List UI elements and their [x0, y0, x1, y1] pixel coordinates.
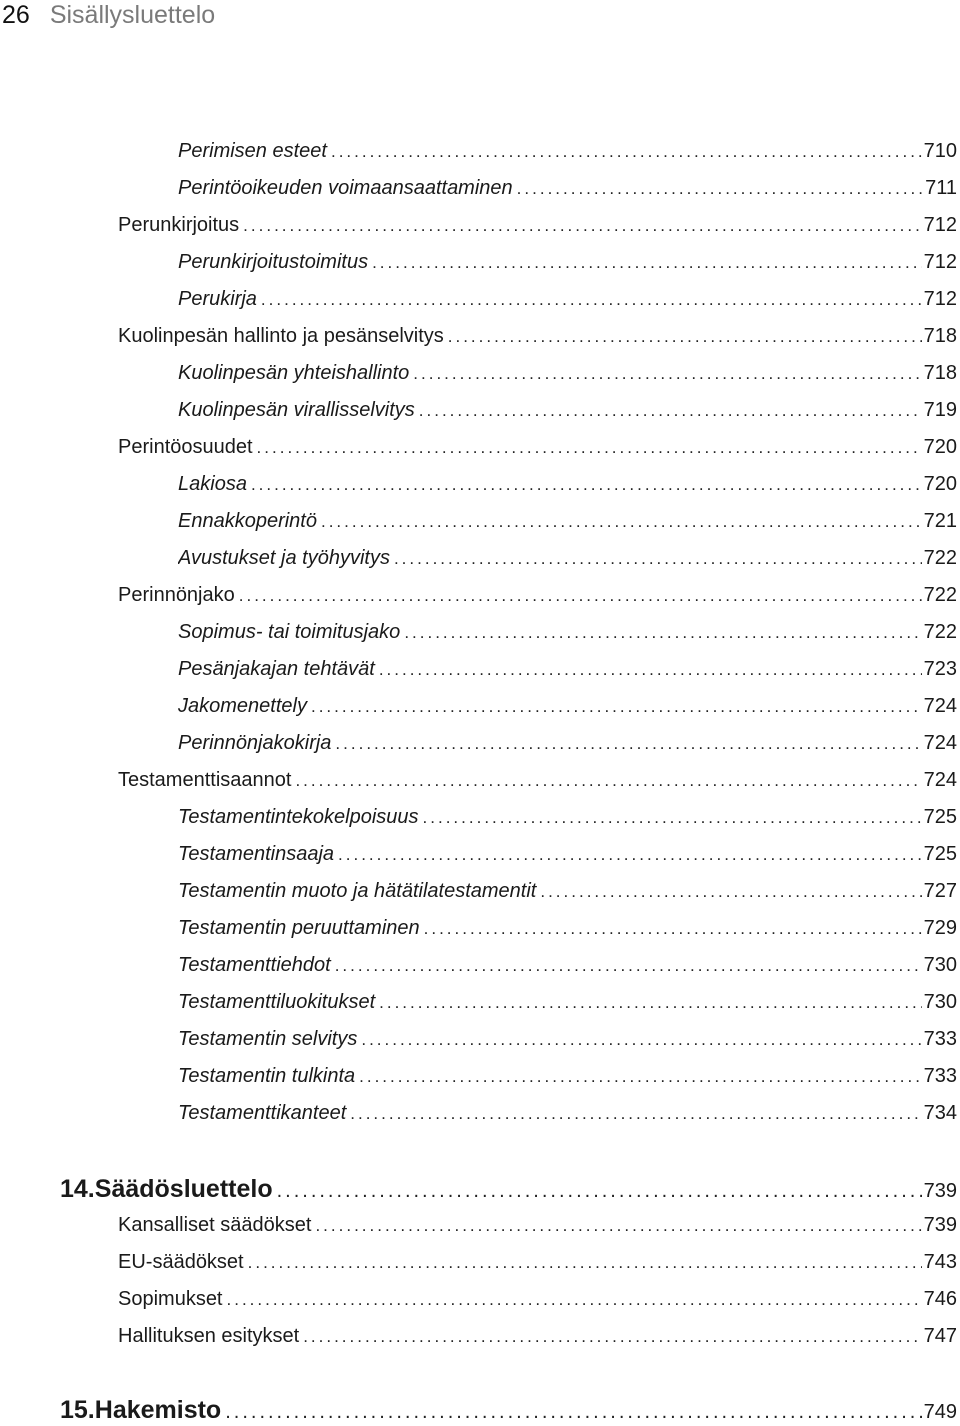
dot-leader — [257, 434, 922, 461]
toc-entry-page: 718 — [923, 362, 957, 384]
toc-entry[interactable] — [118, 766, 957, 794]
dot-leader — [379, 989, 921, 1016]
page-number: 26 — [2, 1, 30, 29]
dot-leader — [361, 1026, 921, 1053]
toc-entry-label: Testamenttiluokitukset — [178, 991, 376, 1013]
toc-entry[interactable] — [118, 1285, 957, 1313]
toc-entry-page: 723 — [923, 658, 957, 680]
chapter-page: 749 — [923, 1401, 957, 1423]
toc-entry-label: Testamenttisaannot — [118, 769, 292, 791]
dot-leader — [227, 1286, 922, 1313]
dot-leader — [394, 545, 922, 572]
toc-entry-page: 712 — [923, 214, 957, 236]
toc-entry-page: 724 — [923, 732, 957, 754]
toc-entry[interactable] — [178, 470, 957, 498]
chapter-number: 15. — [60, 1396, 95, 1424]
dot-leader — [540, 878, 921, 905]
toc-entry-label: Kuolinpesän virallisselvitys — [178, 399, 415, 421]
toc-entry-page: 724 — [923, 769, 957, 791]
dot-leader — [239, 582, 922, 609]
toc-entry-page: 722 — [923, 621, 957, 643]
toc-entry[interactable] — [178, 840, 957, 868]
toc-entry-label: Testamentin tulkinta — [178, 1065, 356, 1087]
dot-leader — [448, 323, 922, 350]
dot-leader — [261, 286, 922, 313]
chapter-number: 14. — [60, 1175, 95, 1203]
toc-entry[interactable] — [118, 433, 957, 461]
dot-leader — [517, 175, 923, 202]
toc-entry-label: Pesänjakajan tehtävät — [178, 658, 375, 680]
dot-leader — [424, 915, 922, 942]
toc-entry-page: 710 — [923, 140, 957, 162]
toc-entry-page: 746 — [923, 1288, 957, 1310]
toc-entry-page: 724 — [923, 695, 957, 717]
toc-entry[interactable] — [178, 507, 957, 535]
toc-entry[interactable] — [178, 396, 957, 424]
toc-entry-label: Kansalliset säädökset — [118, 1214, 312, 1236]
toc-entry[interactable] — [178, 618, 957, 646]
toc-chapter[interactable] — [60, 1394, 957, 1426]
toc-entry[interactable] — [118, 1322, 957, 1350]
toc-entry-label: Sopimus- tai toimitusjako — [178, 621, 401, 643]
dot-leader — [251, 471, 922, 498]
dot-leader — [419, 397, 922, 424]
dot-leader — [295, 767, 921, 794]
toc-entry-page: 727 — [923, 880, 957, 902]
dot-leader — [248, 1249, 922, 1276]
toc-entry-label: Perukirja — [178, 288, 257, 310]
toc-entry[interactable] — [178, 951, 957, 979]
toc-entry-page: 722 — [923, 547, 957, 569]
toc-entry-page: 730 — [923, 954, 957, 976]
toc-entry-page: 721 — [923, 510, 957, 532]
toc-entry[interactable] — [118, 322, 957, 350]
toc-entry-label: Perintöosuudet — [118, 436, 253, 458]
dot-leader — [413, 360, 921, 387]
toc-entry-page: 718 — [923, 325, 957, 347]
toc-entry[interactable] — [178, 248, 957, 276]
toc-entry-page: 729 — [923, 917, 957, 939]
dot-leader — [315, 1212, 921, 1239]
toc-entry-page: 725 — [923, 806, 957, 828]
toc-entry-page: 739 — [923, 1214, 957, 1236]
toc-entry-label: Kuolinpesän yhteishallinto — [178, 362, 410, 384]
toc-entry-label: Perinnönjako — [118, 584, 235, 606]
toc-entry[interactable] — [178, 174, 957, 202]
toc-entry-label: Testamentintekokelpoisuus — [178, 806, 419, 828]
toc-entry[interactable] — [178, 1062, 957, 1090]
toc-entry-page: 733 — [923, 1028, 957, 1050]
toc-entry-label: Perinnönjakokirja — [178, 732, 332, 754]
dot-leader — [335, 730, 921, 757]
toc-entry[interactable] — [178, 692, 957, 720]
toc-entry[interactable] — [178, 1025, 957, 1053]
dot-leader — [277, 1175, 922, 1205]
toc-entry-page: 719 — [923, 399, 957, 421]
toc-entry-label: Sopimukset — [118, 1288, 223, 1310]
dot-leader — [335, 952, 922, 979]
dot-leader — [321, 508, 922, 535]
dot-leader — [423, 804, 922, 831]
toc-entry-label: Testamentin muoto ja hätätilatestamentit — [178, 880, 537, 902]
toc-entry[interactable] — [178, 655, 957, 683]
toc-entry-page: 720 — [923, 473, 957, 495]
dot-leader — [379, 656, 922, 683]
toc-entry-label: Kuolinpesän hallinto ja pesänselvitys — [118, 325, 444, 347]
dot-leader — [331, 138, 922, 165]
dot-leader — [243, 212, 921, 239]
toc-entry[interactable] — [178, 1099, 957, 1127]
toc-entry-label: Perunkirjoitustoimitus — [178, 251, 369, 273]
chapter-page: 739 — [923, 1180, 957, 1202]
dot-leader — [359, 1063, 921, 1090]
toc-entry-page: 722 — [923, 584, 957, 606]
dot-leader — [338, 841, 922, 868]
page-header — [0, 0, 215, 30]
toc-entry-page: 711 — [925, 177, 957, 199]
toc-entry-label: Testamentin peruuttaminen — [178, 917, 420, 939]
toc-entry[interactable] — [118, 581, 957, 609]
toc-entry-page: 712 — [923, 288, 957, 310]
toc-entry[interactable] — [178, 729, 957, 757]
toc-entry-page: 730 — [923, 991, 957, 1013]
toc-entry-label: Perintöoikeuden voimaansaattaminen — [178, 177, 513, 199]
toc-entry-label: Ennakkoperintö — [178, 510, 317, 532]
toc-entry[interactable] — [178, 544, 957, 572]
toc-entry-label: Avustukset ja työhyvitys — [178, 547, 390, 569]
toc-entry[interactable] — [178, 988, 957, 1016]
chapter-title: Hakemisto — [94, 1396, 222, 1424]
toc-entry-label: Perimisen esteet — [178, 140, 327, 162]
toc-entry[interactable] — [178, 359, 957, 387]
toc-entry-label: Testamenttikanteet — [178, 1102, 347, 1124]
dot-leader — [311, 693, 922, 720]
toc-entry-label: Hallituksen esitykset — [118, 1325, 300, 1347]
toc-entry-label: Lakiosa — [178, 473, 247, 495]
toc-entry-page: 734 — [923, 1102, 957, 1124]
toc-entry-page: 720 — [923, 436, 957, 458]
toc-entry[interactable] — [178, 137, 957, 165]
dot-leader — [404, 619, 921, 646]
dot-leader — [303, 1323, 921, 1350]
toc-entry[interactable] — [178, 914, 957, 942]
dot-leader — [372, 249, 922, 276]
toc-entry-label: Perunkirjoitus — [118, 214, 240, 236]
toc-entry-label: Testamenttiehdot — [178, 954, 331, 976]
toc-entry[interactable] — [178, 803, 957, 831]
toc-entry-page: 733 — [923, 1065, 957, 1087]
toc-entry-page: 743 — [923, 1251, 957, 1273]
toc-entry-page: 725 — [923, 843, 957, 865]
toc-entry[interactable] — [118, 1248, 957, 1276]
toc-entry-label: Testamentin selvitys — [178, 1028, 358, 1050]
running-head-title: Sisällysluettelo — [49, 1, 216, 29]
toc-entry-label: Testamentinsaaja — [178, 843, 335, 865]
toc-entry-label: EU-säädökset — [118, 1251, 244, 1273]
toc-entry-page: 747 — [923, 1325, 957, 1347]
chapter-title: Säädösluettelo — [94, 1175, 273, 1203]
toc-entry[interactable] — [178, 285, 957, 313]
toc-entry-page: 712 — [923, 251, 957, 273]
toc-entry[interactable] — [178, 877, 957, 905]
toc-chapter[interactable] — [60, 1173, 957, 1205]
toc-entry[interactable] — [118, 211, 957, 239]
toc-entry-label: Jakomenettely — [178, 695, 307, 717]
toc-entry[interactable] — [118, 1211, 957, 1239]
dot-leader — [350, 1100, 921, 1127]
